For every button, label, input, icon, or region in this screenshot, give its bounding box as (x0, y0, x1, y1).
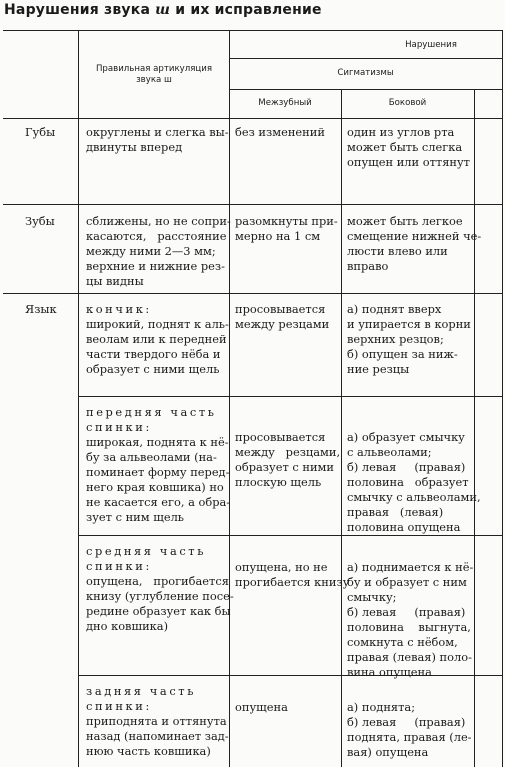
teeth-interdental: разомкнуты при- мерно на 1 см (235, 214, 338, 243)
tongue-back-lateral: а) поднята; б) левая (правая) поднята, правая (ле- вая) опущена (347, 700, 472, 759)
row-rule-front (78, 535, 502, 536)
organ-lips: Губы (25, 125, 56, 139)
tongue-back-interdental: опущена (235, 700, 288, 714)
tongue-front-correct: широкая, поднята к нё- бу за альвеолами (на- поминает форму перед- него края ковшика) но не касается его, а обра- зует с ним щель (86, 435, 231, 524)
header-correct-articulation: Правильная артикуляция звука ш (95, 64, 213, 85)
header-rule-2 (229, 89, 502, 90)
tongue-front-interdental: просовывается между резцами, образует с ними плоскую щель (235, 430, 341, 489)
tongue-middle-interdental: опущена, но не прогибается книзу (235, 560, 350, 589)
tongue-tip-lateral: а) поднят вверх и упирается в корни верхних резцов; б) опущен за ниж- ние резцы (347, 302, 471, 376)
header-interdental: Межзубный (258, 98, 312, 108)
tongue-tip-heading: кончик: (86, 302, 152, 316)
header-sigmatism: Сигматизмы (337, 68, 394, 78)
header-violations: Нарушения (405, 40, 457, 50)
header-rule-1 (229, 58, 502, 59)
tongue-back-correct: приподнята и оттянута назад (напоминает зад- нюю часть ковшика) (86, 714, 229, 758)
tongue-tip-correct: широкий, поднят к аль- веолам или к передней части твердого нёба и образует с ними щель (86, 317, 229, 376)
tongue-front-heading: передняя часть спинки: (86, 405, 217, 434)
col-rule-4 (474, 89, 475, 767)
lips-correct: округлены и слегка вы- двинуты вперед (86, 125, 229, 154)
teeth-correct: сближены, но не сопри- касаются, расстояние между ними 2—3 мм; верхние и нижние рез- цы видны (86, 214, 231, 288)
tongue-middle-lateral: а) поднимается к нё- бу и образует с ним смычку; б) левая (правая) половина выгнута, сомкнута с нёбом, правая (левая) поло- вина опущена (347, 560, 474, 679)
organ-teeth: Зубы (25, 214, 55, 228)
lips-lateral: один из углов рта может быть слегка опущен или оттянут (347, 125, 470, 169)
tongue-middle-correct: опущена, прогибается книзу (углубление посе- редине образует как бы дно ковшика) (86, 574, 234, 633)
organ-tongue: Язык (25, 302, 57, 316)
tongue-back-heading: задняя часть спинки: (86, 684, 197, 713)
tongue-front-lateral: а) образует смычку с альвеолами; б) левая (правая) половина образует смычку с альвеолами, правая (левая) половина опущена (347, 430, 481, 534)
row-rule-tip (78, 396, 502, 397)
tongue-middle-heading: средняя часть спинки: (86, 544, 207, 573)
col-rule-1 (78, 30, 79, 767)
page-title: Нарушения звука ш и их исправление (4, 2, 322, 18)
lips-interdental: без изменений (235, 125, 325, 139)
teeth-lateral: может быть легкое смещение нижней че- люсти влево или вправо (347, 214, 482, 273)
tongue-tip-interdental: просовывается между резцами (235, 302, 330, 331)
col-rule-right (502, 30, 503, 767)
col-rule-3 (341, 89, 342, 767)
col-rule-2 (229, 30, 230, 767)
header-lateral: Боковой (388, 98, 427, 108)
